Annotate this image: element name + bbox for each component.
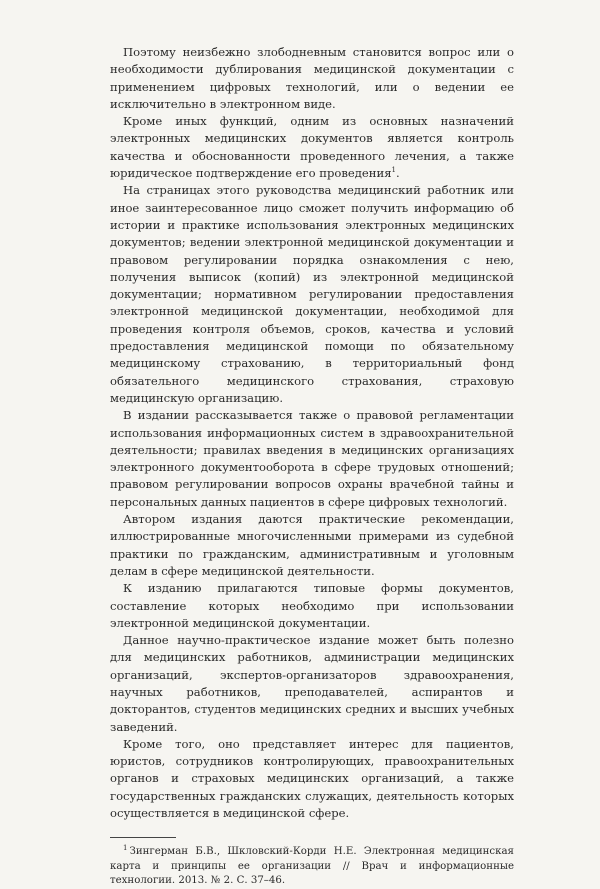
footnote-reference[interactable]: 1	[391, 166, 396, 175]
paragraph-5	[110, 511, 514, 580]
paragraph-1-text: Поэтому неизбежно злободневным становится вопрос или о необходимости дублирования медицинской документации с применением цифровых технологий, или о ведении ее исключительно в электронном виде.	[110, 45, 514, 111]
footnote	[110, 845, 514, 889]
paragraph-6-text: К изданию прилагаются типовые формы документов, составление которых необходимо при использовании электронной медицинской документации.	[110, 581, 514, 630]
paragraph-2: Кроме иных функций, одним из основных назначений электронных медицинских документов является контроль качества и обоснованности проведенного лечения, а также юридическое подтверждение его проведения$^1$.	[110, 114, 514, 181]
paragraph-4	[110, 407, 514, 511]
paragraph-3-text: На страницах этого руководства медицинский работник или иное заинтересованное лицо сможет получить информацию об истории и практике использования электронных медицинских документов; ведении электронной медицинской документации и правовом регулировании порядка ознакомления с нею, получения выписок (копий) из электронной медицинской документации; нормативном регулировании предоставления электронной медицинской документации, необходимой для проведения контроля объемов, сроков, качества и условий предоставления медицинской помощи по обязательному медицинскому страхованию, в территориальный фонд обязательного медицинского страхования, страховую медицинскую организацию.	[110, 183, 514, 405]
paragraph-5-text: Автором издания даются практические рекомендации, иллюстрированные многочисленными примерами из судебной практики по гражданским, административным и уголовным делам в сфере медицинской деятельности.	[110, 512, 514, 578]
footnote-divider	[110, 837, 176, 838]
footnote-text: Зингерман Б.В., Шкловский-Корди Н.Е. Электронная медицинская карта и принципы ее организации // Врач и информационные технологии. 2013. № 2. С. 37–46.	[110, 846, 514, 887]
paragraph-1	[110, 44, 514, 113]
paragraph-7	[110, 632, 514, 736]
paragraph-8	[110, 736, 514, 822]
body-text	[110, 44, 514, 822]
paragraph-8-text: Кроме того, оно представляет интерес для пациентов, юристов, сотрудников контролирующих, правоохранительных органов и страховых медицинских организаций, а также государственных гражданских служащих, деятельность которых осуществляется в медицинской сфере.	[110, 736, 514, 821]
paragraph-2-text: Кроме иных функций, одним из основных назначений электронных медицинских документов является контроль качества и обоснованности проведенного лечения, а также юридическое подтверждение его проведения	[110, 114, 514, 181]
paragraph-3	[110, 182, 514, 407]
paragraph-6	[110, 580, 514, 632]
footnote-mark: 1	[123, 843, 128, 852]
paragraph-4-text: В издании рассказывается также о правовой регламентации использования информационных систем в здравоохранительной деятельности; правилах введения в медицинских организациях электронного документооборота в сфере трудовых отношений; правовом регулировании вопросов охраны врачебной тайны и персональных данных пациентов в сфере цифровых технологий.	[110, 408, 514, 509]
paragraph-7-text: Данное научно-практическое издание может быть полезно для медицинских работников, администрации медицинских организаций, экспертов-организаторов здравоохранения, научных работников, преподавателей, аспирантов и докторантов, студентов медицинских средних и высших учебных заведений.	[110, 633, 514, 734]
